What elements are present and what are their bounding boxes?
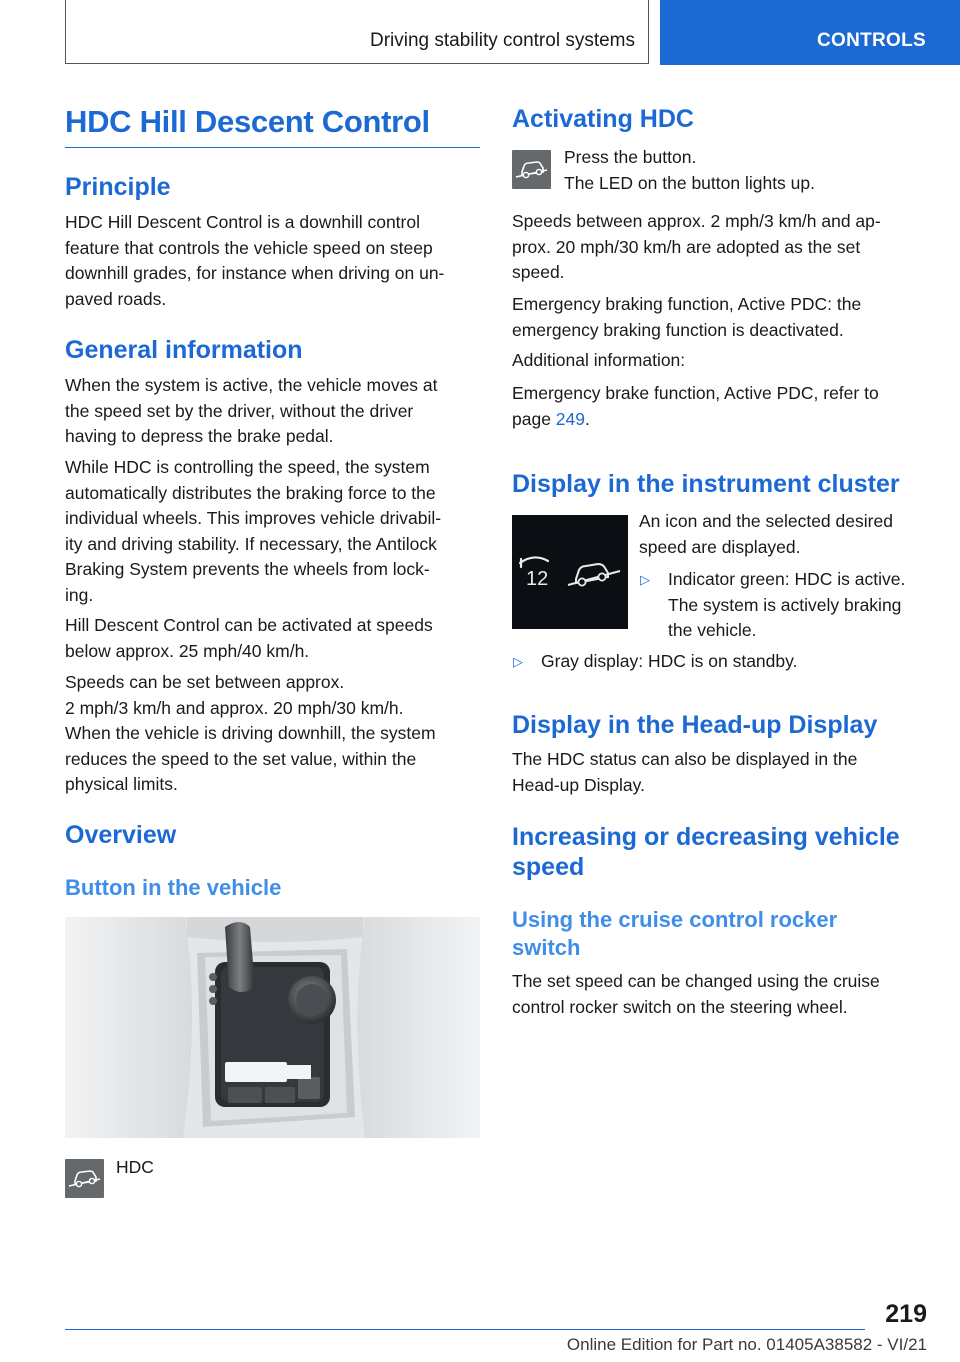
footer-edition: Online Edition for Part no. 01405A38582 - VI/21 [566,1335,927,1354]
heading-principle: Principle [65,173,171,201]
activating-para-2: Emergency braking function, Active PDC: the emergency braking function is deactivated. [512,294,862,340]
activating-para-4: Emergency brake function, Active PDC, refer to page 249. [512,383,879,429]
bullet-triangle-icon: ▷ [513,654,523,669]
hdc-icon [65,1159,104,1198]
heading-head-up-display: Display in the Head-up Display [512,711,878,739]
activating-steps: Press the button. The LED on the button lights up. [564,147,815,193]
activating-para-3: Additional information: [512,350,686,370]
general-para-3: Hill Descent Control can be activated at speeds below approx. 25 mph/40 km/h. [65,615,433,661]
cruise-control-text: The set speed can be changed using the cruise control rocker switch on the steering wheel. [512,971,880,1017]
general-para-2: While HDC is controlling the speed, the system automatically distributes the braking force to the individual wheels. This improves vehicle drivabil‐ ity and driving stability. If necessary, the Antilock Braking System prevents the wheels from lock‐ ing. [65,457,442,605]
cluster-intro: An icon and the selected desired speed are displayed. [639,511,893,557]
activating-para-1: Speeds between approx. 2 mph/3 km/h and ap‐ prox. 20 mph/30 km/h are adopted as the set speed. [512,211,881,282]
heading-instrument-cluster: Display in the instrument cluster [512,470,900,498]
hdc-caption: HDC [116,1157,154,1177]
page-link-249[interactable]: 249 [555,408,585,429]
heading-activating-hdc: Activating HDC [512,105,694,133]
page-number: 219 [885,1300,927,1328]
section-title: Driving stability control systems [369,30,635,51]
principle-text: HDC Hill Descent Control is a downhill control feature that controls the vehicle speed on steep downhill grades, for instance when driving on un‐ paved roads. [65,212,445,309]
heading-general-information: General information [65,336,303,364]
bullet-triangle-icon: ▷ [640,572,650,587]
footer-rule [65,1329,865,1330]
bullet-green-text: Indicator green: HDC is active. The system is actively braking the vehicle. [668,569,906,640]
heading-overview: Overview [65,821,177,849]
general-para-1: When the system is active, the vehicle moves at the speed set by the driver, without the driver having to depress the brake pedal. [65,375,438,446]
cluster-speed-value: 12 [526,568,549,590]
chapter-tab-label[interactable]: CONTROLS [816,30,926,51]
title-rule [65,147,480,148]
subheading-button-in-vehicle: Button in the vehicle [65,875,282,900]
heading-increasing-decreasing-speed: Increasing or decreasing vehicle speed [512,823,900,881]
general-para-4: Speeds can be set between approx. 2 mph/3 km/h and approx. 20 mph/30 km/h. When the vehicle is driving downhill, the system reduces the speed to the set value, within the physical limits. [65,672,436,794]
hud-text: The HDC status can also be displayed in the Head-up Display. [512,749,858,795]
subheading-cruise-control-rocker: Using the cruise control rocker switch [512,907,838,960]
center-console-photo [65,917,480,1138]
page-title: HDC Hill Descent Control [65,104,430,139]
instrument-cluster-display [512,515,628,629]
hdc-icon [512,150,551,189]
bullet-gray-text: Gray display: HDC is on standby. [541,651,798,671]
